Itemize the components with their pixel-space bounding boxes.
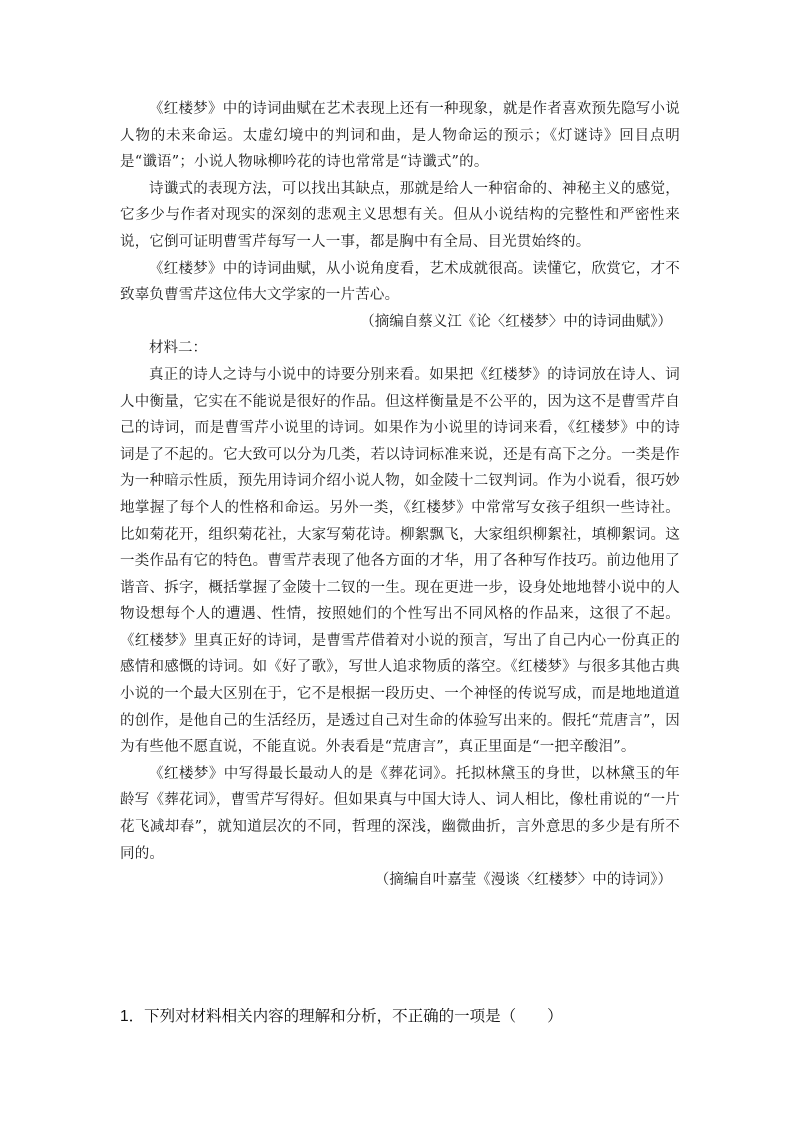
document-body [120, 96, 680, 894]
paragraph: 《红楼梦》中的诗词曲赋，从小说角度看，艺术成就很高。读懂它，欣赏它，才不致辜负曹雪芹这位伟大文学家的一片苦心。 [120, 260, 680, 304]
paragraph: 《红楼梦》中的诗词曲赋在艺术表现上还有一种现象，就是作者喜欢预先隐写小说人物的未来命运。太虚幻境中的判词和曲，是人物命运的预示；《灯谜诗》回目点明是“谶语”；小说人物咏柳吟花的诗也常常是“诗谶式”的。 [120, 101, 680, 171]
source-citation: （摘编自蔡义江《论〈红楼梦〉中的诗词曲赋》） [360, 313, 672, 330]
paragraph: 《红楼梦》中写得最长最动人的是《葬花词》。托拟林黛玉的身世，以林黛玉的年龄写《葬花词》，曹雪芹写得好。但如果真与中国大诗人、词人相比，像杜甫说的“一片花飞减却春”，就知道层次的不同，哲理的深浅，幽微曲折，言外意思的多少是有所不同的。 [120, 765, 680, 862]
material-heading: 材料二： [149, 340, 207, 357]
paragraph: 真正的诗人之诗与小说中的诗要分别来看。如果把《红楼梦》的诗词放在诗人、词人中衡量，它实在不能说是很好的作品。但这样衡量是不公平的，因为这不是曹雪芹自己的诗词，而是曹雪芹小说里的诗词。如果作为小说里的诗词来看，《红楼梦》中的诗词是了不起的。它大致可以分为几类，若以诗词标准来说，还是有高下之分。一类是作为一种暗示性质，预先用诗词介绍小说人物，如金陵十二钗判词。作为小说看，很巧妙地掌握了每个人的性格和命运。另外一类，《红楼梦》中常常写女孩子组织一些诗社。比如菊花开，组织菊花社，大家写菊花诗。柳絮飘飞，大家组织柳絮社，填柳絮词。这一类作品有它的特色。曹雪芹表现了他各方面的才华，用了各种写作技巧。前边他用了谐音、拆字，概括掌握了金陵十二钗的一生。现在更进一步，设身处地地替小说中的人物设想每个人的遭遇、性情，按照她们的个性写出不同风格的作品来，这很了不起。《红楼梦》里真正好的诗词，是曹雪芹借着对小说的预言，写出了自己内心一份真正的感情和感慨的诗词。如《好了歌》，写世人追求物质的落空。《红楼梦》与很多其他古典小说的一个最大区别在于，它不是根据一段历史、一个神怪的传说写成，而是地地道道的创作，是他自己的生活经历，是透过自己对生命的体验写出来的。假托“荒唐言”，因为有些他不愿直说，不能直说。外表看是“荒唐言”，真正里面是“一把辛酸泪”。 [120, 366, 680, 756]
source-citation: （摘编自叶嘉莹《漫谈〈红楼梦〉中的诗词》） [374, 872, 672, 889]
paragraph: 诗谶式的表现方法，可以找出其缺点，那就是给人一种宿命的、神秘主义的感觉，它多少与作者对现实的深刻的悲观主义思想有关。但从小说结构的完整性和严密性来说，它倒可证明曹雪芹每写一人一事，都是胸中有全局、目光贯始终的。 [120, 180, 680, 250]
question-prompt: 1．下列对材料相关内容的理解和分析，不正确的一项是（ ） [120, 1008, 563, 1025]
